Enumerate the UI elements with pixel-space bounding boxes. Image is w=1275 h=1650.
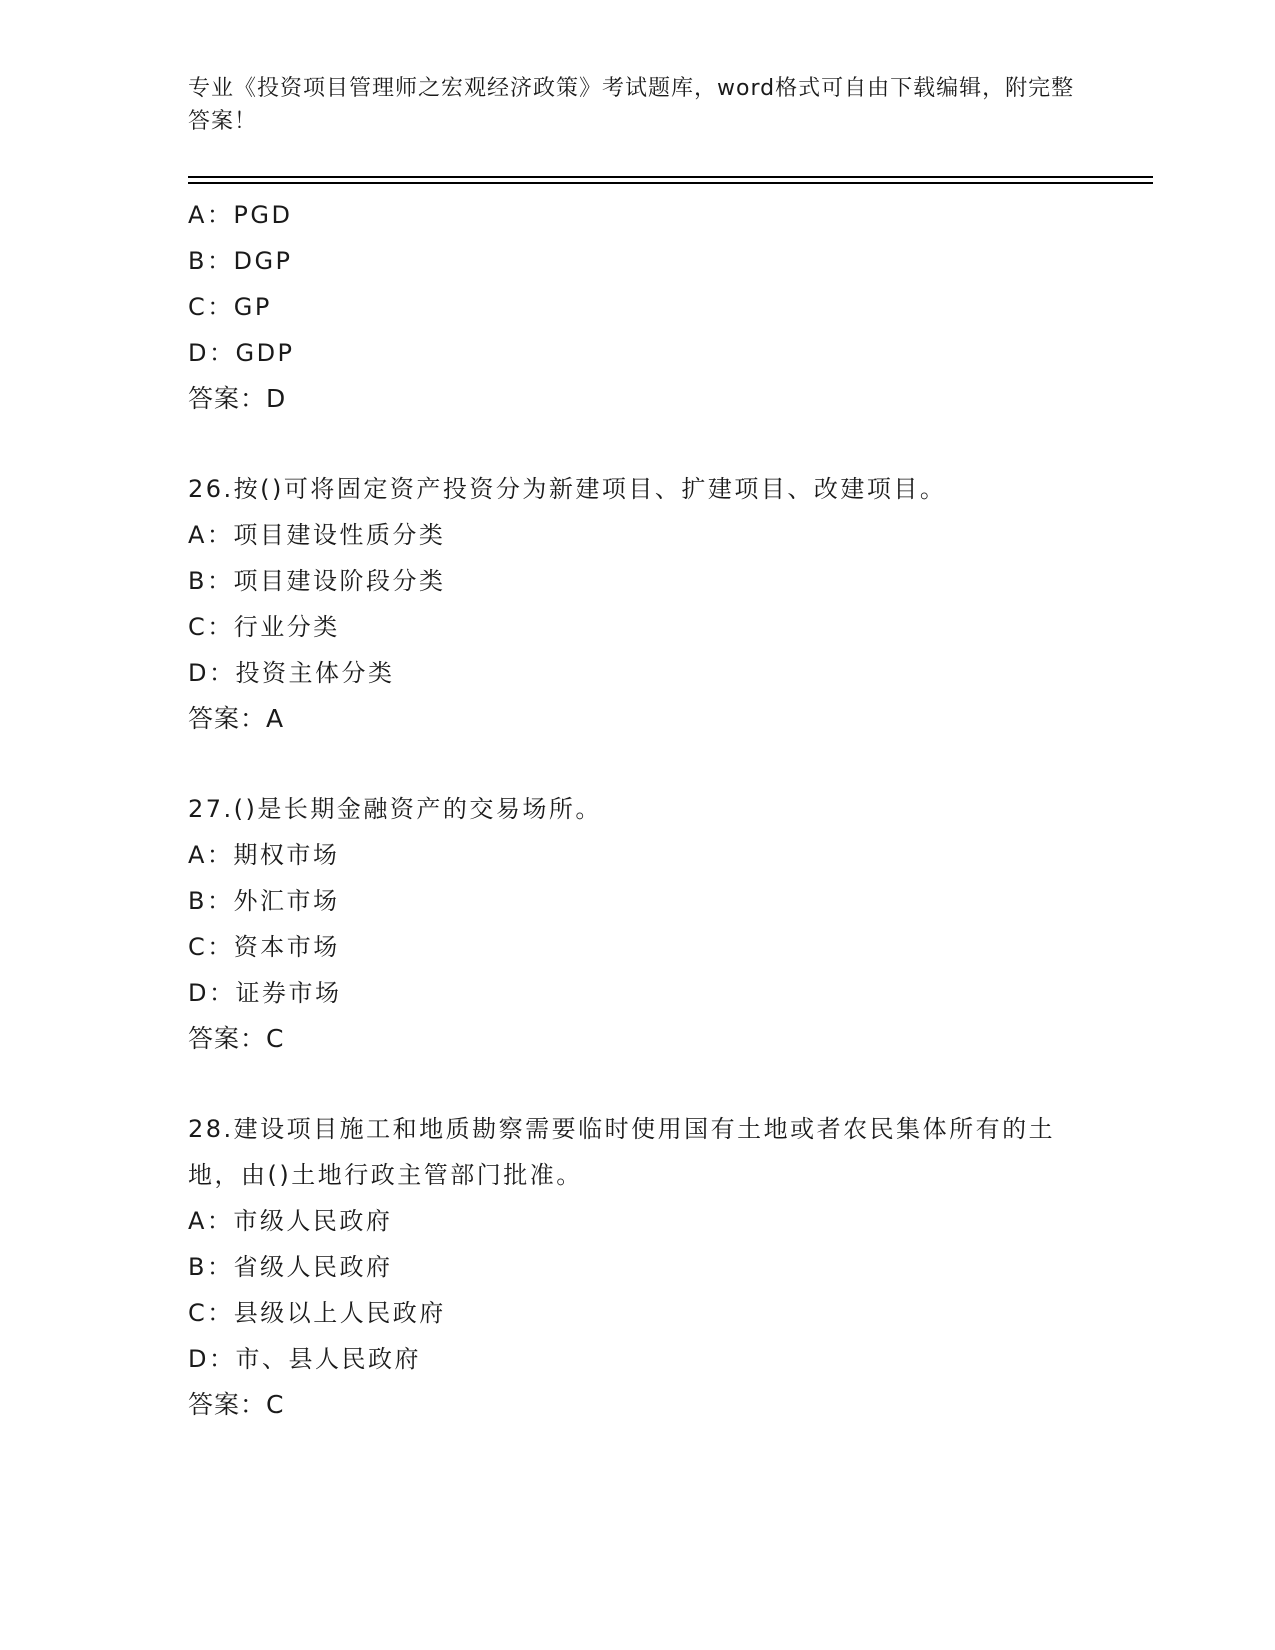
- option-a: A：市级人民政府: [188, 1207, 393, 1235]
- answer-line: 答案：C: [188, 1390, 285, 1419]
- answer-line: 答案：C: [188, 1024, 285, 1053]
- answer-line: 答案：D: [188, 384, 287, 413]
- option-c: C：GP: [188, 293, 272, 321]
- option-d: D：投资主体分类: [188, 659, 395, 687]
- option-b: B：外汇市场: [188, 887, 340, 915]
- spacer: [188, 422, 1088, 466]
- option-b: B：省级人民政府: [188, 1253, 393, 1281]
- header-divider-bottom: [188, 182, 1153, 184]
- option-c: C：县级以上人民政府: [188, 1299, 446, 1327]
- header-divider-top: [188, 176, 1153, 178]
- option-c: C：行业分类: [188, 613, 340, 641]
- option-b: B：项目建设阶段分类: [188, 567, 446, 595]
- spacer: [188, 1062, 1088, 1106]
- question-list: [188, 192, 1088, 1428]
- option-d: D：GDP: [188, 339, 295, 367]
- document-header: 专业《投资项目管理师之宏观经济政策》考试题库，word格式可自由下载编辑，附完整答案！: [188, 76, 1075, 134]
- option-b: B：DGP: [188, 247, 293, 275]
- option-c: C：资本市场: [188, 933, 340, 961]
- option-d: D：市、县人民政府: [188, 1345, 421, 1373]
- option-a: A：项目建设性质分类: [188, 521, 446, 549]
- question-27-block: [188, 786, 1088, 1062]
- option-a: A：PGD: [188, 201, 293, 229]
- option-d: D：证券市场: [188, 979, 342, 1007]
- question-text: 28.建设项目施工和地质勘察需要临时使用国有土地或者农民集体所有的土地，由()土地行政主管部门批准。: [188, 1115, 1056, 1189]
- question-text: 26.按()可将固定资产投资分为新建项目、扩建项目、改建项目。: [188, 475, 947, 503]
- question-28-block: [188, 1106, 1088, 1428]
- spacer: [188, 742, 1088, 786]
- answer-line: 答案：A: [188, 704, 285, 733]
- question-25-block: [188, 192, 1088, 422]
- question-26-block: [188, 466, 1088, 742]
- option-a: A：期权市场: [188, 841, 340, 869]
- question-text: 27.()是长期金融资产的交易场所。: [188, 795, 602, 823]
